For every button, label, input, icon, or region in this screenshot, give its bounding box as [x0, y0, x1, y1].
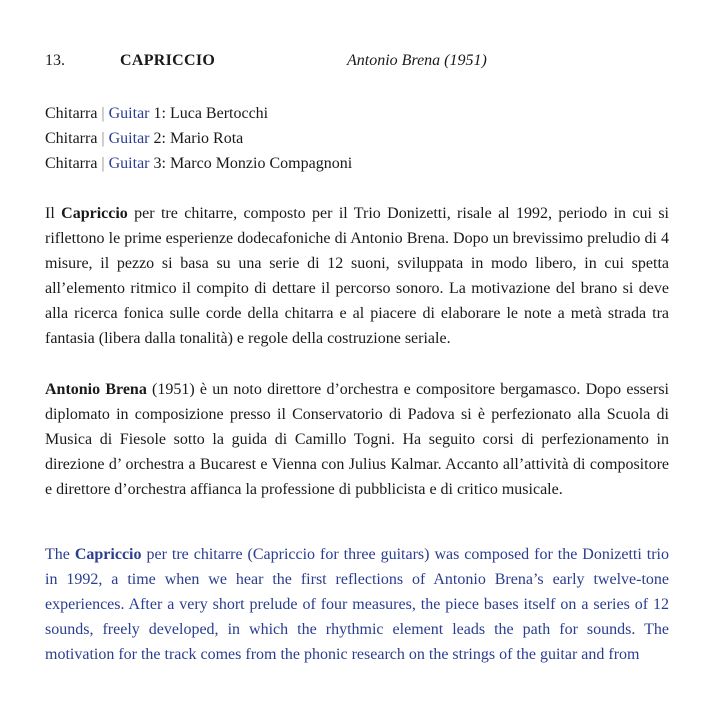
performer-list [45, 101, 352, 176]
instrument-it: Chitarra [45, 105, 98, 122]
instrument-it: Chitarra [45, 155, 98, 172]
instrument-en: Guitar [108, 155, 150, 172]
instrument-en: Guitar [108, 130, 150, 147]
performer-name: 3: Marco Monzio Compagnoni [149, 155, 353, 172]
text: Il [45, 205, 62, 222]
paragraph-english-piece [45, 542, 669, 667]
performer-line [45, 126, 352, 151]
track-header [45, 52, 685, 74]
instrument-it: Chitarra [45, 130, 98, 147]
text: (1951) è un noto direttore d’orchestra e compositore bergamasco. Dopo essersi diplomato in composizione presso il Conservatorio di Padova si è perfezionato alla Scuola di Musica di Fiesole sotto la guida di Camillo Togni. Ha seguito corsi di perfezionamento in direzione d’ orchestra a Bucarest e Vienna con Julius Kalmar. Accanto all’attività di compositore e direttore d’orchestra affianca la professione di pubblicista e di critico musicale. [45, 381, 670, 498]
text: The [45, 546, 75, 563]
track-composer: Antonio Brena (1951) [347, 52, 487, 69]
track-title: CAPRICCIO [120, 52, 216, 69]
performer-line [45, 101, 352, 126]
text: per tre chitarre (Capriccio for three guitars) was composed for the Donizetti trio in 1992, a time when we hear the first reflections of Antonio Brena’s early twelve-tone experiences. After a very short prelude of four measures, the piece bases itself on a series of 12 sounds, freely developed, in which the rhythmic element leads the path for sounds. The motivation for the track comes from the phonic research on the strings of the guitar and from [45, 546, 669, 663]
composer-name-bold: Antonio Brena [45, 381, 147, 398]
paragraph-italian-piece [45, 201, 669, 351]
paragraph-italian-composer [45, 377, 669, 502]
performer-name: 2: Mario Rota [149, 130, 244, 147]
performer-name: 1: Luca Bertocchi [149, 105, 269, 122]
separator: | [97, 155, 109, 172]
track-number: 13. [45, 52, 65, 69]
piece-title-bold: Capriccio [61, 205, 128, 222]
text: per tre chitarre, composto per il Trio Donizetti, risale al 1992, periodo in cui si riflettono le prime esperienze dodecafoniche di Antonio Brena. Dopo un brevissimo preludio di 4 misure, il pezzo si basa su una serie di 12 suoni, sviluppata in modo libero, in cui spetta all’elemento ritmico il compito di dettare il percorso sonoro. La motivazione del brano si deve alla ricerca fonica sulle corde della chitarra e al piacere di elaborare le note a metà strada tra fantasia (libera dalla tonalità) e regole della costruzione seriale. [45, 205, 669, 347]
performer-line [45, 151, 352, 176]
separator: | [97, 130, 109, 147]
separator: | [97, 105, 109, 122]
instrument-en: Guitar [108, 105, 150, 122]
piece-title-bold: Capriccio [74, 546, 142, 563]
